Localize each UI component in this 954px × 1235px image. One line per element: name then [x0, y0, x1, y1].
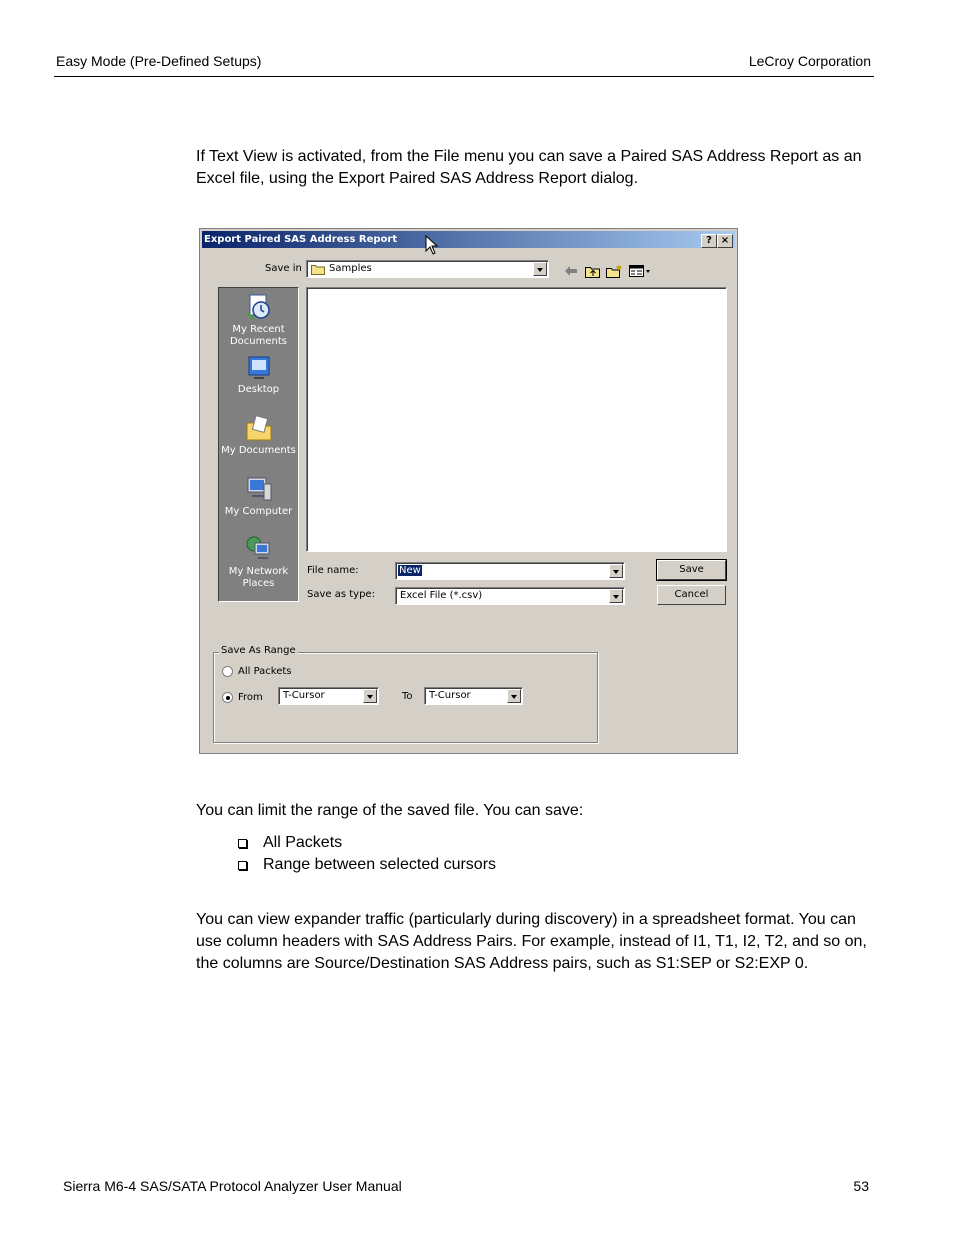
save-as-type-value: Excel File (*.csv) — [400, 590, 483, 601]
save-as-type-label: Save as type: — [307, 589, 375, 600]
new-folder-icon[interactable] — [606, 265, 623, 278]
chevron-down-icon[interactable] — [533, 262, 547, 276]
from-label: From — [238, 692, 263, 703]
places-bar — [218, 287, 299, 602]
cancel-button[interactable]: Cancel — [657, 585, 726, 605]
dialog-titlebar — [202, 231, 735, 248]
file-name-value: New — [399, 565, 421, 576]
save-in-label: Save in — [265, 263, 302, 274]
up-folder-icon[interactable] — [585, 265, 601, 278]
footer-manual-title: Sierra M6-4 SAS/SATA Protocol Analyzer User Manual — [63, 1178, 402, 1194]
expander-paragraph: You can view expander traffic (particularly during discovery) in a spreadsheet format. You can use column headers with SAS Address Pairs. For example, instead of I1, T1, I2, T2, and so on, the columns are Source/Destination SAS Address pairs, such as S1:SEP or S2:EXP 0. — [196, 911, 867, 972]
header-section-title: Easy Mode (Pre-Defined Setups) — [56, 53, 262, 69]
bullet-text: Range between selected cursors — [263, 856, 497, 873]
chevron-down-icon[interactable] — [609, 589, 623, 603]
folder-icon — [311, 264, 325, 275]
place-label: My Network Places — [228, 566, 289, 589]
back-arrow-icon[interactable] — [564, 265, 578, 277]
place-label: Desktop — [237, 384, 280, 395]
my-documents-icon — [244, 413, 274, 443]
list-item — [236, 854, 496, 876]
place-label: My Documents — [221, 445, 296, 456]
to-label: To — [402, 691, 413, 702]
all-packets-label: All Packets — [238, 666, 292, 677]
dialog-title: Export Paired SAS Address Report — [204, 234, 398, 245]
from-radio[interactable] — [222, 692, 233, 703]
save-button[interactable]: Save — [657, 560, 726, 580]
place-recent-documents[interactable] — [219, 292, 298, 348]
help-button[interactable]: ? — [701, 234, 717, 248]
place-my-documents[interactable] — [219, 413, 298, 457]
view-menu-icon[interactable] — [629, 265, 651, 278]
file-name-input[interactable] — [395, 562, 625, 580]
close-button[interactable]: × — [717, 234, 733, 248]
save-in-value: Samples — [329, 263, 372, 274]
header-company: LeCroy Corporation — [748, 53, 871, 69]
to-cursor-value: T-Cursor — [429, 690, 471, 701]
save-in-dropdown[interactable] — [306, 260, 549, 278]
place-desktop[interactable] — [219, 354, 298, 396]
list-item — [236, 832, 496, 854]
to-cursor-dropdown[interactable] — [424, 687, 523, 705]
export-dialog — [199, 228, 738, 754]
place-label: My Computer — [224, 506, 293, 517]
place-label: My Recent Documents — [229, 324, 288, 347]
header-rule — [54, 76, 874, 77]
file-name-label: File name: — [307, 565, 359, 576]
chevron-down-icon[interactable] — [609, 564, 623, 578]
page-number: 53 — [853, 1178, 869, 1194]
range-options-list — [236, 832, 496, 876]
checkbox-bullet-icon — [238, 839, 247, 848]
mouse-cursor-icon — [425, 235, 439, 255]
file-list[interactable] — [306, 287, 727, 552]
intro-paragraph: If Text View is activated, from the File menu you can save a Paired SAS Address Report as an Excel file, using the Export Paired SAS Address Report dialog. — [196, 148, 862, 187]
checkbox-bullet-icon — [238, 861, 247, 870]
all-packets-radio[interactable] — [222, 666, 233, 677]
my-computer-icon — [244, 474, 274, 504]
from-cursor-dropdown[interactable] — [278, 687, 379, 705]
place-network[interactable] — [219, 534, 298, 590]
desktop-icon — [244, 354, 274, 382]
chevron-down-icon[interactable] — [507, 689, 521, 703]
save-as-range-title: Save As Range — [221, 645, 296, 656]
save-as-type-dropdown[interactable] — [395, 587, 625, 605]
network-places-icon — [244, 534, 274, 564]
from-cursor-value: T-Cursor — [283, 690, 325, 701]
chevron-down-icon[interactable] — [363, 689, 377, 703]
bullet-text: All Packets — [263, 834, 343, 851]
limit-paragraph: You can limit the range of the saved file. You can save: — [196, 802, 584, 819]
recent-documents-icon — [244, 292, 274, 322]
place-my-computer[interactable] — [219, 474, 298, 518]
